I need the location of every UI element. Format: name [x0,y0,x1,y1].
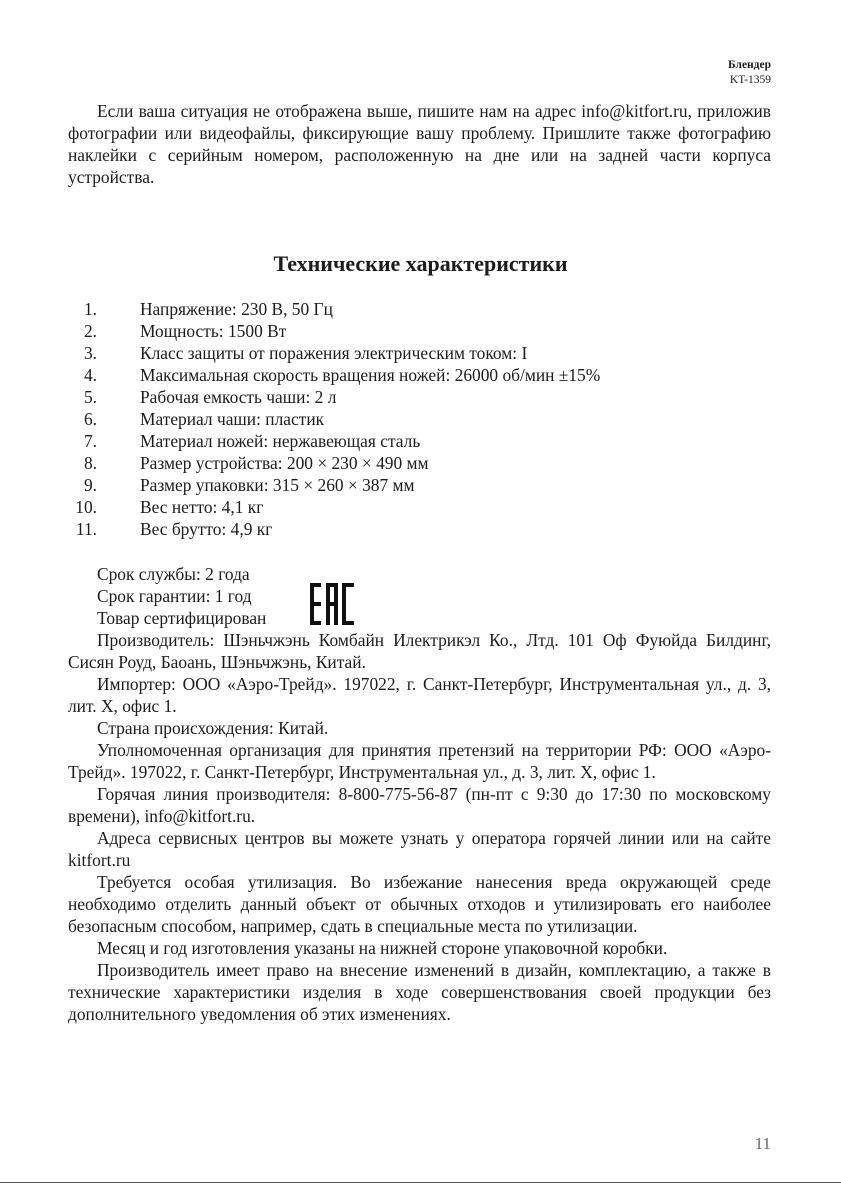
spec-text: Вес нетто: 4,1 кг [140,497,264,517]
hotline-info: Горячая линия производителя: 8-800-775-56-87 (пн-пт с 9:30 до 17:30 по московскому времени), info@kitfort.ru. [68,784,771,826]
specs-title: Технические характеристики [273,251,568,276]
spec-item [68,386,600,408]
changes-notice: Производитель имеет право на внесение изменений в дизайн, комплектацию, а также в технические характеристики изделия в ходе совершенствования своей продукции без дополнительного уведомления об этих изменениях. [68,960,771,1024]
spec-number: 5. [83,387,97,407]
disposal-info: Требуется особая утилизация. Во избежание нанесения вреда окружающей среде необходимо отделить данный объект от обычных отходов и утилизировать его наиболее безопасным способом, например, сдать в специальные места по утилизации. [68,872,771,936]
service-centers-info: Адреса сервисных центров вы можете узнать у оператора горячей линии или на сайте kitfort.ru [68,828,771,870]
header-model-number: KT-1359 [729,74,771,86]
spec-text: Класс защиты от поражения электрическим током: I [140,343,528,363]
spec-item [68,342,600,364]
country-of-origin: Страна происхождения: Китай. [97,718,329,738]
eac-certification-mark-icon [310,583,354,625]
spec-item [68,452,600,474]
spec-text: Материал чаши: пластик [140,409,325,429]
page-header [728,58,771,88]
specs-list [68,298,600,540]
certification-note: Товар сертифицирован [97,608,267,628]
spec-text: Рабочая емкость чаши: 2 л [140,387,337,407]
importer-info: Импортер: ООО «Аэро-Трейд». 197022, г. Санкт-Петербург, Инструментальная ул., д. 3, лит. Х, офис 1. [68,674,771,716]
spec-text: Напряжение: 230 В, 50 Гц [140,299,333,319]
spec-item [68,518,600,540]
spec-item [68,320,600,342]
spec-number: 10. [75,497,97,517]
spec-number: 2. [83,321,97,341]
warranty-period: Срок гарантии: 1 год [97,586,252,606]
spec-number: 1. [83,299,97,319]
spec-item [68,430,600,452]
spec-text: Максимальная скорость вращения ножей: 26000 об/мин ±15% [140,365,601,385]
spec-item [68,364,600,386]
spec-number: 4. [83,365,97,385]
spec-number: 8. [83,453,97,473]
intro-paragraph: Если ваша ситуация не отображена выше, пишите нам на адрес info@kitfort.ru, приложив фотографии или видеофайлы, фиксирующие вашу проблему. Пришлите также фотографию наклейки с серийным номером, расположенную на дне или на задней части корпуса устройства. [68,101,771,187]
header-product-name: Блендер [728,59,771,71]
spec-text: Мощность: 1500 Вт [140,321,287,341]
bottom-divider [0,1182,841,1183]
service-life: Срок службы: 2 года [97,564,250,584]
spec-text: Вес брутто: 4,9 кг [140,519,273,539]
spec-number: 3. [83,343,97,363]
spec-number: 6. [83,409,97,429]
manufacturer-info: Производитель: Шэньчжэнь Комбайн Илектрикэл Ко., Лтд. 101 Оф Фуюйда Билдинг, Сисян Роуд, Баоань, Шэньчжэнь, Китай. [68,630,771,672]
spec-text: Размер устройства: 200 × 230 × 490 мм [140,453,429,473]
authorized-organization: Уполномоченная организация для принятия претензий на территории РФ: ООО «Аэро-Трейд». 197022, г. Санкт-Петербург, Инструментальная ул., д. 3, лит. Х, офис 1. [68,740,771,782]
spec-text: Материал ножей: нержавеющая сталь [140,431,421,451]
spec-number: 7. [83,431,97,451]
spec-number: 9. [83,475,97,495]
page-number: 11 [754,1134,771,1153]
spec-text: Размер упаковки: 315 × 260 × 387 мм [140,475,415,495]
spec-item [68,298,600,320]
manufacture-date-info: Месяц и год изготовления указаны на нижней стороне упаковочной коробки. [97,938,668,958]
spec-item [68,496,600,518]
spec-item [68,408,600,430]
spec-item [68,474,600,496]
spec-number: 11. [75,519,97,539]
